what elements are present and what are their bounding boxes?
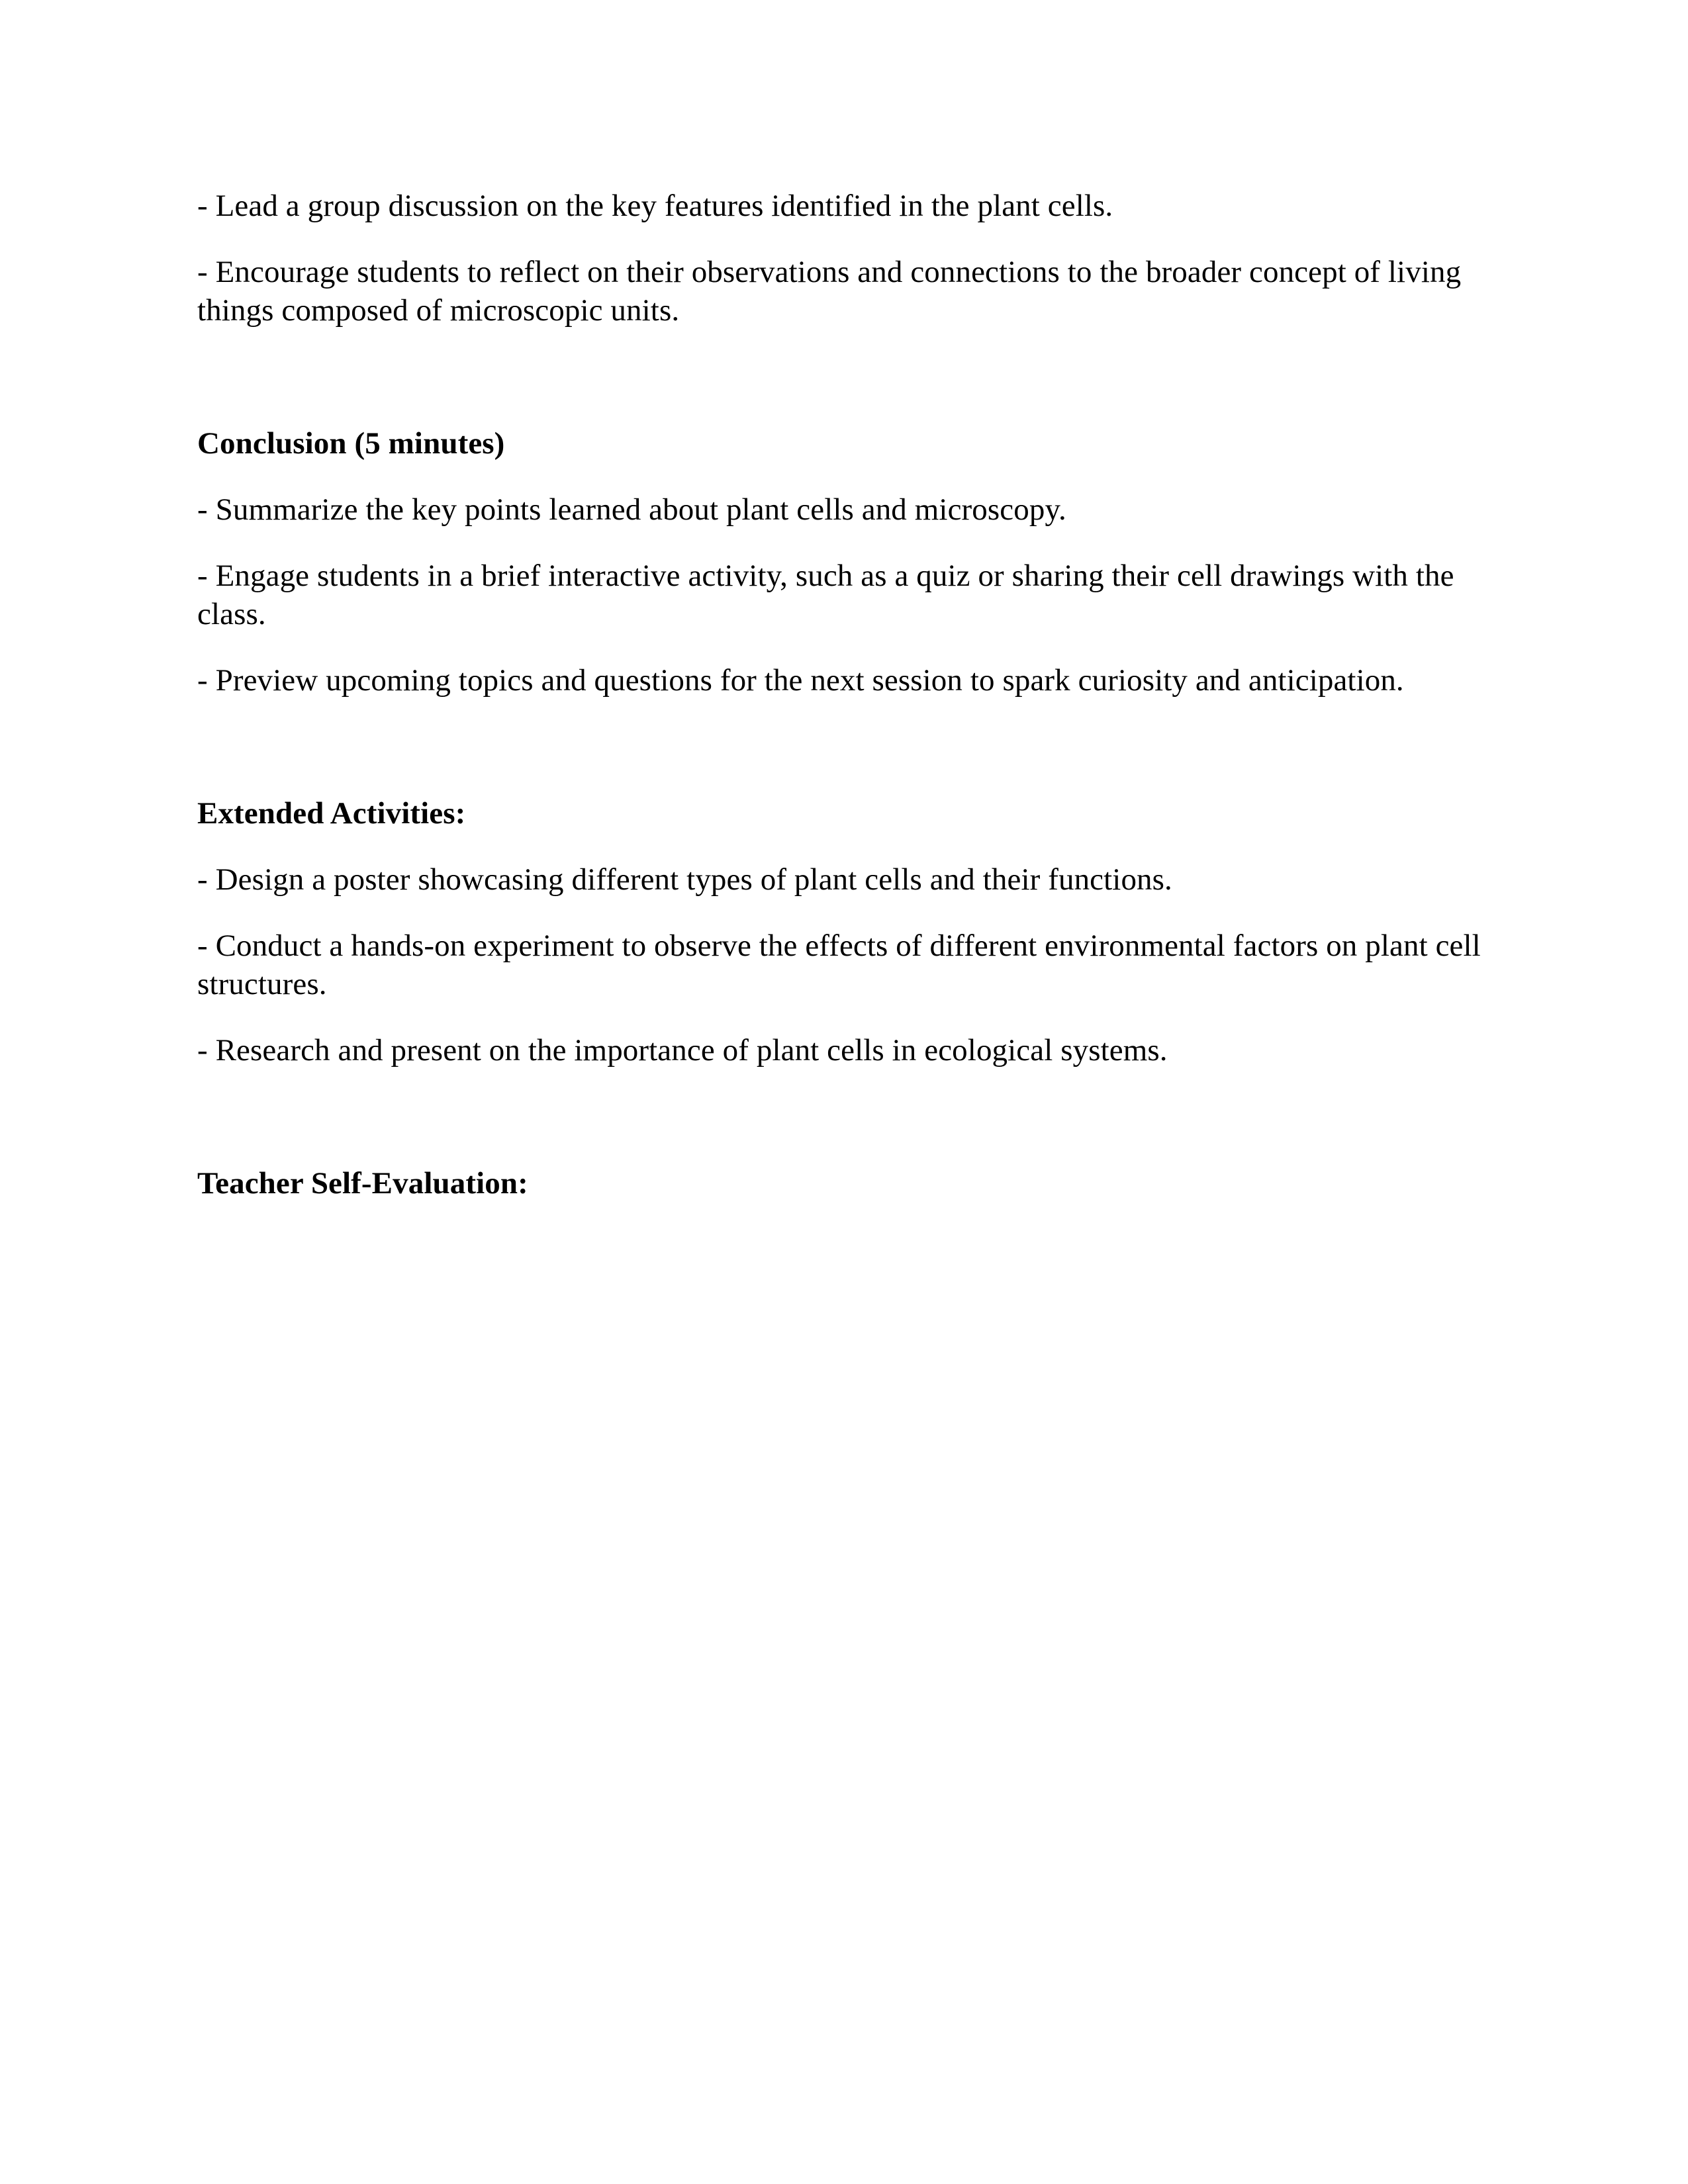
heading-teacher-self-evaluation: Teacher Self-Evaluation: [197,1166,528,1201]
bullet-encourage-students-reflect: - Encourage students to reflect on their observations and connections to the broader concept of living things composed of microscopic units. [197,255,1462,328]
bullet-engage-students-activity: - Engage students in a brief interactive activity, such as a quiz or sharing their cell drawings with the class. [197,559,1454,631]
heading-extended-activities: Extended Activities: [197,796,466,831]
bullet-research-ecological-systems: - Research and present on the importance of plant cells in ecological systems. [197,1033,1168,1068]
bullet-preview-upcoming-topics: - Preview upcoming topics and questions for the next session to spark curiosity and anticipation. [197,663,1404,698]
bullet-summarize-key-points: - Summarize the key points learned about plant cells and microscopy. [197,492,1066,527]
bullet-design-poster: - Design a poster showcasing different types of plant cells and their functions. [197,862,1172,897]
document-body [197,187,1489,1203]
heading-conclusion: Conclusion (5 minutes) [197,426,505,461]
bullet-conduct-hands-on-experiment: - Conduct a hands-on experiment to observe the effects of different environmental factors on plant cell structures. [197,929,1481,1001]
bullet-lead-group-discussion: - Lead a group discussion on the key features identified in the plant cells. [197,189,1113,223]
